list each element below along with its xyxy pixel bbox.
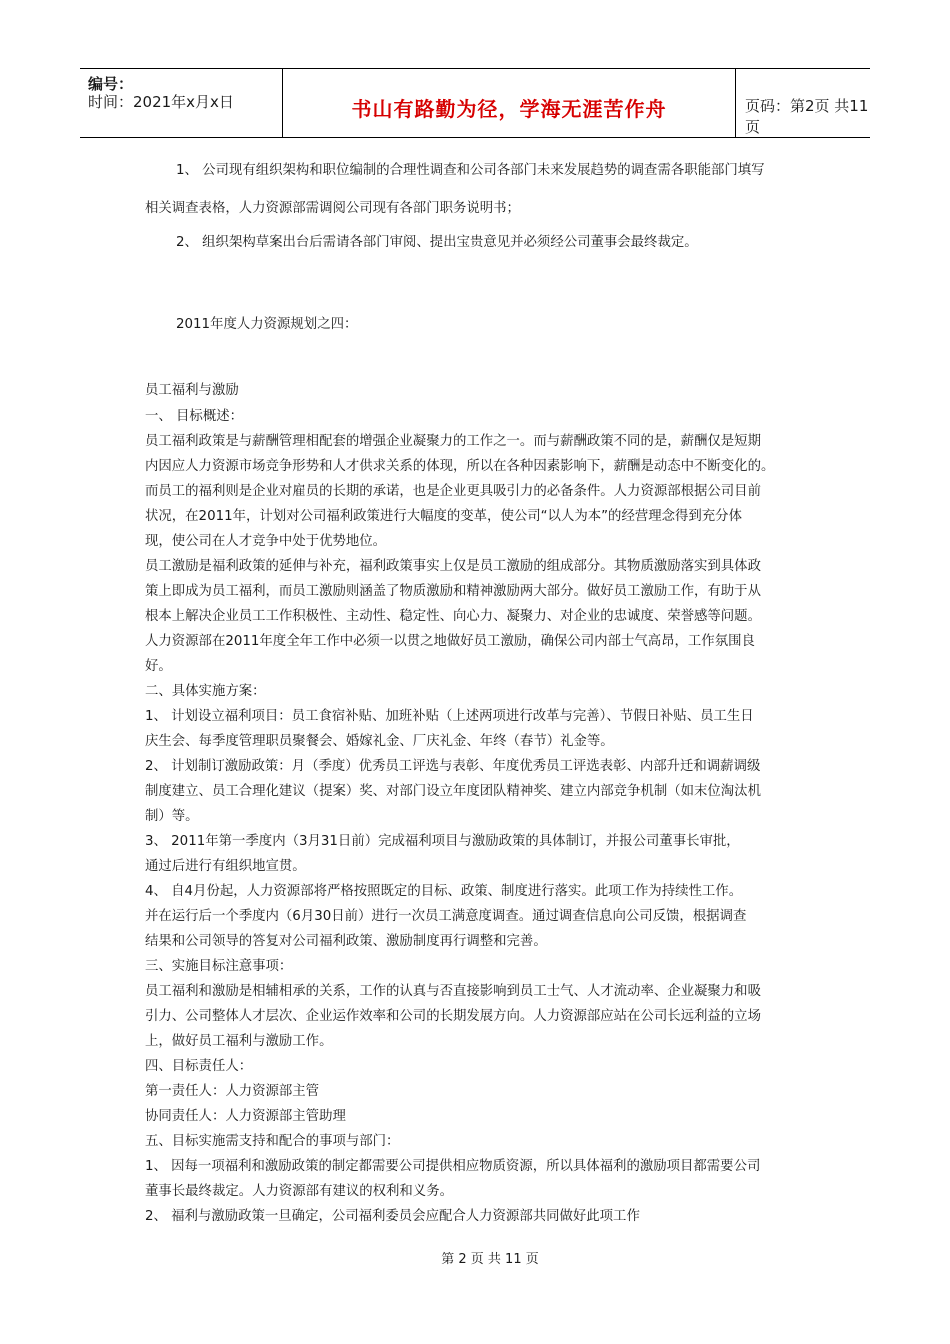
section-title: 员工福利与激励 [145, 383, 239, 398]
body-line: 上，做好员工福利与激励工作。 [145, 1034, 333, 1049]
body-line: 制度建立、员工合理化建议（提案）奖、对部门设立年度团队精神奖、建立内部竞争机制（如末位淘汰机 [145, 784, 761, 799]
body-line: 2、 计划制订激励政策：月（季度）优秀员工评选与表彰、年度优秀员工评选表彰、内部升迁和调薪调级 [145, 759, 761, 774]
body-line: 1、 因每一项福利和激励政策的制定都需要公司提供相应物质资源，所以具体福利的激励项目都需要公司 [145, 1159, 761, 1174]
subsection-heading: 二、具体实施方案： [145, 684, 266, 699]
body-line: 根本上解决企业员工工作积极性、主动性、稳定性、向心力、凝聚力、对企业的忠诚度、荣誉感等问题。 [145, 609, 761, 624]
body-line: 而员工的福利则是企业对雇员的长期的承诺，也是企业更具吸引力的必备条件。人力资源部根据公司目前 [145, 484, 761, 499]
body-line: 董事长最终裁定。人力资源部有建议的权利和义务。 [145, 1184, 453, 1199]
body-line: 2、 福利与激励政策一旦确定，公司福利委员会应配合人力资源部共同做好此项工作 [145, 1209, 640, 1224]
header-right-cell [735, 69, 870, 137]
body-line: 员工福利政策是与薪酬管理相配套的增强企业凝聚力的工作之一。而与薪酬政策不同的是，薪酬仅是短期 [145, 434, 761, 449]
subsection-heading: 一、 目标概述： [145, 409, 243, 424]
body-line: 员工激励是福利政策的延伸与补充，福利政策事实上仅是员工激励的组成部分。其物质激励落实到具体政 [145, 559, 761, 574]
body-line: 1、 计划设立福利项目：员工食宿补贴、加班补贴（上述两项进行改革与完善）、节假日补贴、员工生日 [145, 709, 754, 724]
document-time-label: 时间：2021年x月x日 [88, 93, 234, 111]
body-line: 通过后进行有组织地宣贯。 [145, 859, 306, 874]
body-line: 员工福利和激励是相辅相承的关系，工作的认真与否直接影响到员工士气、人才流动率、企业凝聚力和吸 [145, 984, 761, 999]
section-heading: 2011年度人力资源规划之四： [176, 317, 358, 332]
body-line: 好。 [145, 659, 172, 674]
body-line: 策上即成为员工福利，而员工激励则涵盖了物质激励和精神激励两大部分。做好员工激励工作，有助于从 [145, 584, 761, 599]
body-line: 状况，在2011年，计划对公司福利政策进行大幅度的变革，使公司“以人为本”的经营理念得到充分体 [145, 509, 742, 524]
subsection-heading: 四、目标责任人： [145, 1059, 253, 1074]
header-motto: 书山有路勤为径，学海无涯苦作舟 [351, 97, 667, 121]
body-line: 结果和公司领导的答复对公司福利政策、激励制度再行调整和完善。 [145, 934, 547, 949]
body-line: 制）等。 [145, 809, 199, 824]
body-line: 1、 公司现有组织架构和职位编制的合理性调查和公司各部门未来发展趋势的调查需各职能部门填写 [176, 163, 765, 178]
body-line: 人力资源部在2011年度全年工作中必须一以贯之地做好员工激励，确保公司内部士气高昂，工作氛围良 [145, 634, 755, 649]
header-left-cell [80, 69, 282, 137]
body-line: 协同责任人：人力资源部主管助理 [145, 1109, 346, 1124]
body-line: 内因应人力资源市场竞争形势和人才供求关系的体现，所以在各种因素影响下，薪酬是动态中不断变化的。 [145, 459, 775, 474]
body-line: 第一责任人：人力资源部主管 [145, 1084, 320, 1099]
body-line: 相关调查表格，人力资源部需调阅公司现有各部门职务说明书； [145, 201, 520, 216]
document-number-label: 编号： [88, 75, 134, 93]
header-page-info: 页码：第2页 共11页 [745, 97, 869, 136]
header-center-cell [282, 69, 736, 137]
body-line: 并在运行后一个季度内（6月30日前）进行一次员工满意度调查。通过调查信息向公司反馈，根据调查 [145, 909, 747, 924]
page-footer: 第 2 页 共 11 页 [441, 1252, 539, 1267]
subsection-heading: 三、实施目标注意事项： [145, 959, 293, 974]
body-line: 现，使公司在人才竞争中处于优势地位。 [145, 534, 387, 549]
body-line: 4、 自4月份起，人力资源部将严格按照既定的目标、政策、制度进行落实。此项工作为持续性工作。 [145, 884, 743, 899]
body-line: 2、 组织架构草案出台后需请各部门审阅、提出宝贵意见并必须经公司董事会最终裁定。 [176, 235, 698, 250]
body-line: 引力、公司整体人才层次、企业运作效率和公司的长期发展方向。人力资源部应站在公司长远利益的立场 [145, 1009, 761, 1024]
header-table [80, 68, 870, 138]
subsection-heading: 五、目标实施需支持和配合的事项与部门： [145, 1134, 400, 1149]
body-line: 3、 2011年第一季度内（3月31日前）完成福利项目与激励政策的具体制订，并报公司董事长审批， [145, 834, 740, 849]
body-line: 庆生会、每季度管理职员聚餐会、婚嫁礼金、厂庆礼金、年终（春节）礼金等。 [145, 734, 614, 749]
